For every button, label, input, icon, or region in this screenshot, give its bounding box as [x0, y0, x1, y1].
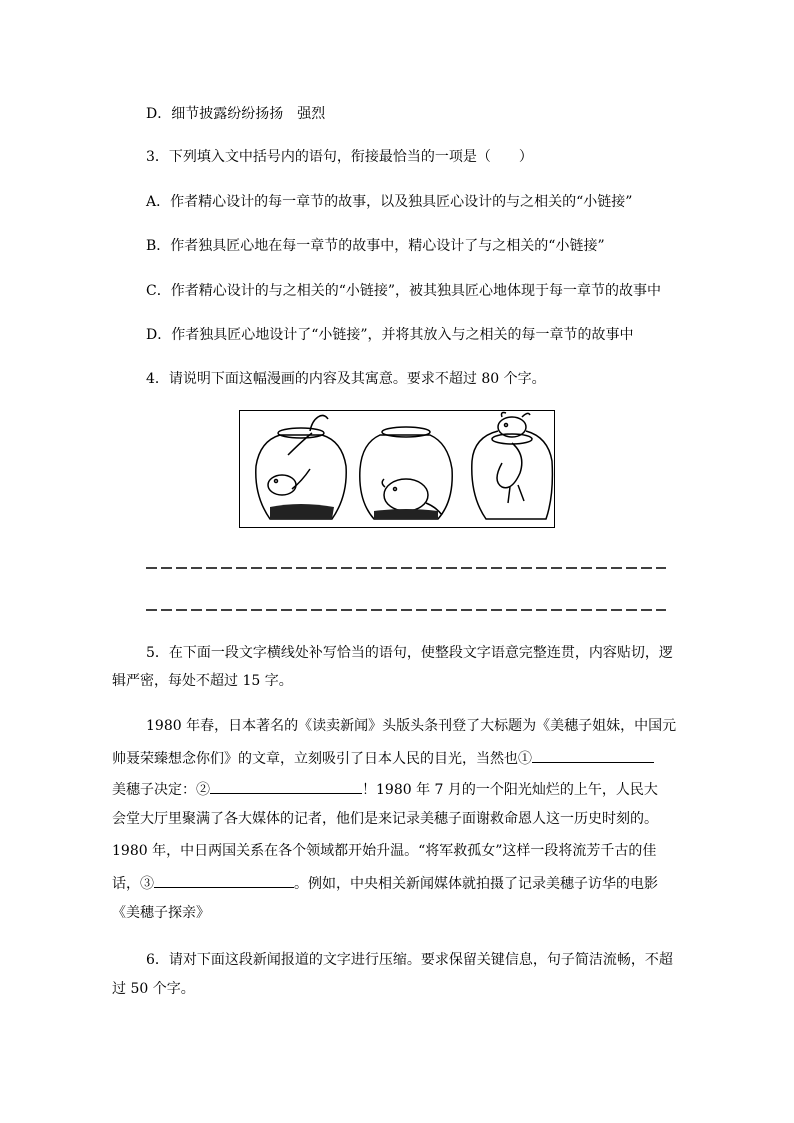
q3-option-d: D．作者独具匠心地设计了“小链接”，并将其放入与之相关的每一章节的故事中	[146, 327, 634, 343]
q3-option-b: B．作者独具匠心地在每一章节的故事中，精心设计了与之相关的“小链接”	[146, 238, 605, 254]
q5-paragraph-line4: 会堂大厅里聚满了各大媒体的记者，他们是来记录美穗子面谢救命恩人这一历史时刻的。	[112, 811, 658, 827]
q3-stem: 3．下列填入文中括号内的语句，衔接最恰当的一项是（ ）	[146, 149, 533, 165]
q6-stem-line2: 过 50 个字。	[112, 981, 195, 997]
q5-paragraph-line2	[112, 747, 654, 769]
q3-option-c: C．作者精心设计的与之相关的“小链接”，被其独具匠心地体现于每一章节的故事中	[146, 283, 662, 299]
q3-option-a: A．作者精心设计的每一章节的故事，以及独具匠心设计的与之相关的“小链接”	[146, 194, 633, 210]
answer-line-2-dashes	[146, 600, 666, 620]
q5-paragraph-line3	[112, 778, 658, 800]
q5-paragraph-line5: 1980 年，中日两国关系在各个领域都开始升温。“将军救孤女”这样一段将流芳千古的佳	[112, 843, 657, 859]
q5-paragraph-line2-text: 帅聂荣臻想念你们》的文章，立刻吸引了日本人民的目光，当然也①	[112, 751, 532, 767]
blank-2[interactable]	[210, 778, 362, 794]
q5-paragraph-line6-prefix: 话，③	[112, 876, 154, 892]
cartoon-three-jars	[239, 410, 555, 528]
q5-stem-line1: 5．在下面一段文字横线处补写恰当的语句，使整段文字语意完整连贯，内容贴切，逻	[146, 645, 673, 661]
answer-line-1-dashes	[146, 558, 666, 578]
q5-paragraph-line3-suffix: ！1980 年 7 月的一个阳光灿烂的上午，人民大	[362, 782, 658, 798]
answer-line-2[interactable]	[146, 600, 666, 620]
q5-paragraph-line7: 《美穗子探亲》	[112, 905, 210, 921]
q4-stem: 4．请说明下面这幅漫画的内容及其寓意。要求不超过 80 个字。	[146, 371, 546, 387]
q6-stem-line1: 6．请对下面这段新闻报道的文字进行压缩。要求保留关键信息，句子简洁流畅，不超	[146, 952, 673, 968]
blank-1[interactable]	[532, 747, 654, 763]
q5-stem-line2: 辑严密，每处不超过 15 字。	[112, 673, 293, 689]
q5-paragraph-line3-prefix: 美穗子决定：②	[112, 782, 210, 798]
answer-line-1[interactable]	[146, 558, 666, 578]
q5-paragraph-line6-suffix: 。例如，中央相关新闻媒体就拍摄了记录美穗子访华的电影	[294, 876, 658, 892]
blank-3[interactable]	[154, 872, 294, 888]
q2-option-d: D．细节披露纷纷扬扬 强烈	[146, 106, 326, 122]
q5-paragraph-line1: 1980 年春，日本著名的《读卖新闻》头版头条刊登了大标题为《美穗子姐妹，中国元	[146, 718, 677, 734]
q5-paragraph-line6	[112, 872, 658, 894]
cartoon-drawing	[240, 411, 554, 527]
